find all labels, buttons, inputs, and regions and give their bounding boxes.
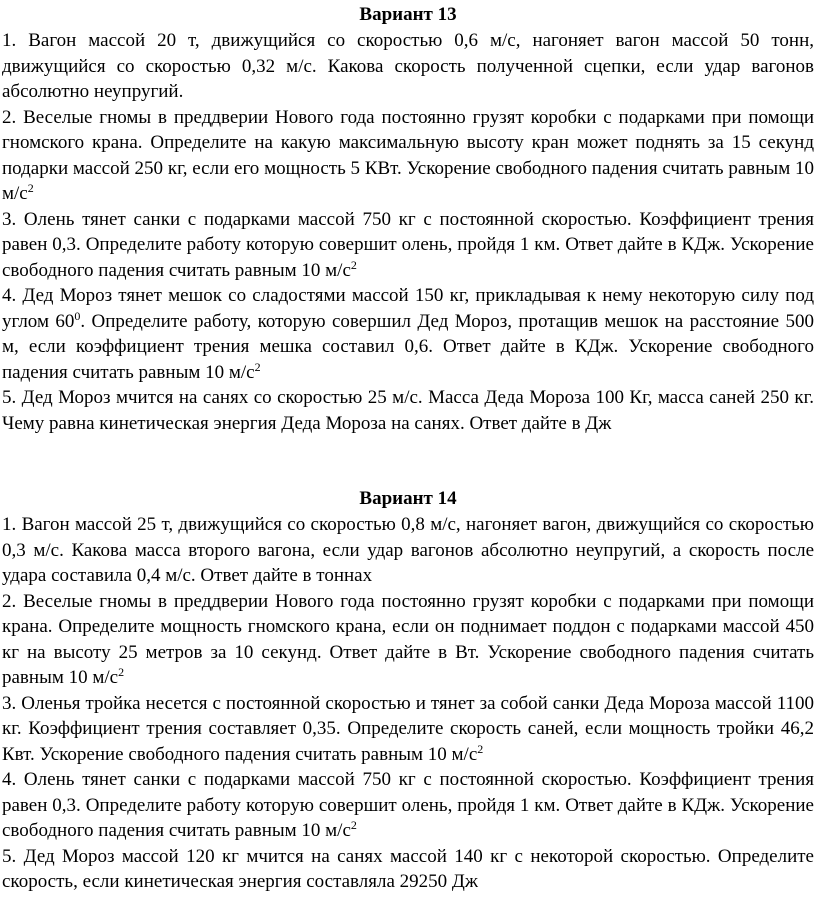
- task-text: 4. Олень тянет санки с подарками массой 750 кг с постоянной скоростью. Коэффициент трения равен 0,3. Определите работу которую совершит олень, пройдя 1 км. Ответ дайте в КДж. Ускорение свободного падения считать равным 10 м/с: [2, 769, 814, 841]
- variant-13-section: [2, 2, 814, 436]
- task-3: [2, 207, 814, 284]
- task-text: 1. Вагон массой 20 т, движущийся со скоростью 0,6 м/с, нагоняет вагон массой 50 тонн, движущийся со скоростью 0,32 м/с. Какова скорость полученной сцепки, если удар вагонов абсолютно неупругий.: [2, 30, 814, 102]
- superscript: 2: [477, 741, 484, 756]
- task-text: 4. Дед Мороз тянет мешок со сладостями массой 150 кг, прикладывая к нему некоторую силу под углом 60: [2, 285, 814, 332]
- superscript: 2: [118, 665, 125, 679]
- superscript: 2: [350, 818, 357, 832]
- task-5: [2, 385, 814, 436]
- task-1: [2, 28, 814, 105]
- task-text: 2. Веселые гномы в преддверии Нового года постоянно грузят коробки с подарками при помощи гномского крана. Определите на какую максимальную высоту кран может поднять за 15 секунд подарки массой 250 кг, если его мощность 5 КВт. Ускорение свободного падения считать равным 10 м/с: [2, 106, 814, 204]
- task-text: 2. Веселые гномы в преддверии Нового года постоянно грузят коробки с подарками при помощи крана. Определите мощность гномского крана, если он поднимает поддон с подарками массой 450 кг на высоту 25 метров за 10 секунд. Ответ дайте в Вт. Ускорение свободного падения считать равным 10 м/с: [2, 590, 814, 688]
- task-text: 5. Дед Мороз мчится на санях со скоростью 25 м/с. Масса Деда Мороза 100 Кг, масса саней 250 кг. Чему равна кинетическая энергия Деда Мороза на санях. Ответ дайте в Дж: [2, 387, 814, 434]
- task-4: [2, 283, 814, 385]
- task-3: [2, 691, 814, 768]
- task-text: 1. Вагон массой 25 т, движущийся со скоростью 0,8 м/с, нагоняет вагон, движущийся со скоростью 0,3 м/с. Какова масса второго вагона, если удар вагонов абсолютно неупругий, а скорость после удара составила 0,4 м/с. Ответ дайте в тоннах: [2, 514, 814, 586]
- superscript: 2: [350, 257, 357, 272]
- superscript: 2: [254, 359, 261, 374]
- task-text: 3. Олень тянет санки с подарками массой 750 кг с постоянной скоростью. Коэффициент трения равен 0,3. Определите работу которую совершит олень, пройдя 1 км. Ответ дайте в КДж. Ускорение свободного падения считать равным 10 м/с: [2, 208, 814, 281]
- degree-superscript: 0: [74, 308, 81, 323]
- variant-title: Вариант 13: [359, 4, 457, 25]
- task-5: [2, 844, 814, 895]
- task-1: [2, 512, 814, 589]
- task-4: [2, 767, 814, 844]
- variant-title: Вариант 14: [359, 488, 457, 509]
- superscript: 2: [27, 181, 34, 195]
- task-2: [2, 105, 814, 207]
- task-text-continued: . Определите работу, которую совершил Дед Мороз, протащив мешок на расстояние 500 м, если коэффициент трения мешка составил 0,6. Ответ дайте в КДж. Ускорение свободного падения считать равным 10 м/с: [2, 310, 814, 383]
- task-text: 3. Оленья тройка несется с постоянной скоростью и тянет за собой санки Деда Мороза массой 1100 кг. Коэффициент трения составляет 0,35. Определите скорость саней, если мощность тройки 46,2 Квт. Ускорение свободного падения считать равным 10 м/с: [2, 692, 814, 765]
- task-2: [2, 589, 814, 691]
- variant-14-section: [2, 486, 814, 895]
- task-text: 5. Дед Мороз массой 120 кг мчится на санях массой 140 кг с некоторой скоростью. Определите скорость, если кинетическая энергия составляла 29250 Дж: [2, 845, 814, 892]
